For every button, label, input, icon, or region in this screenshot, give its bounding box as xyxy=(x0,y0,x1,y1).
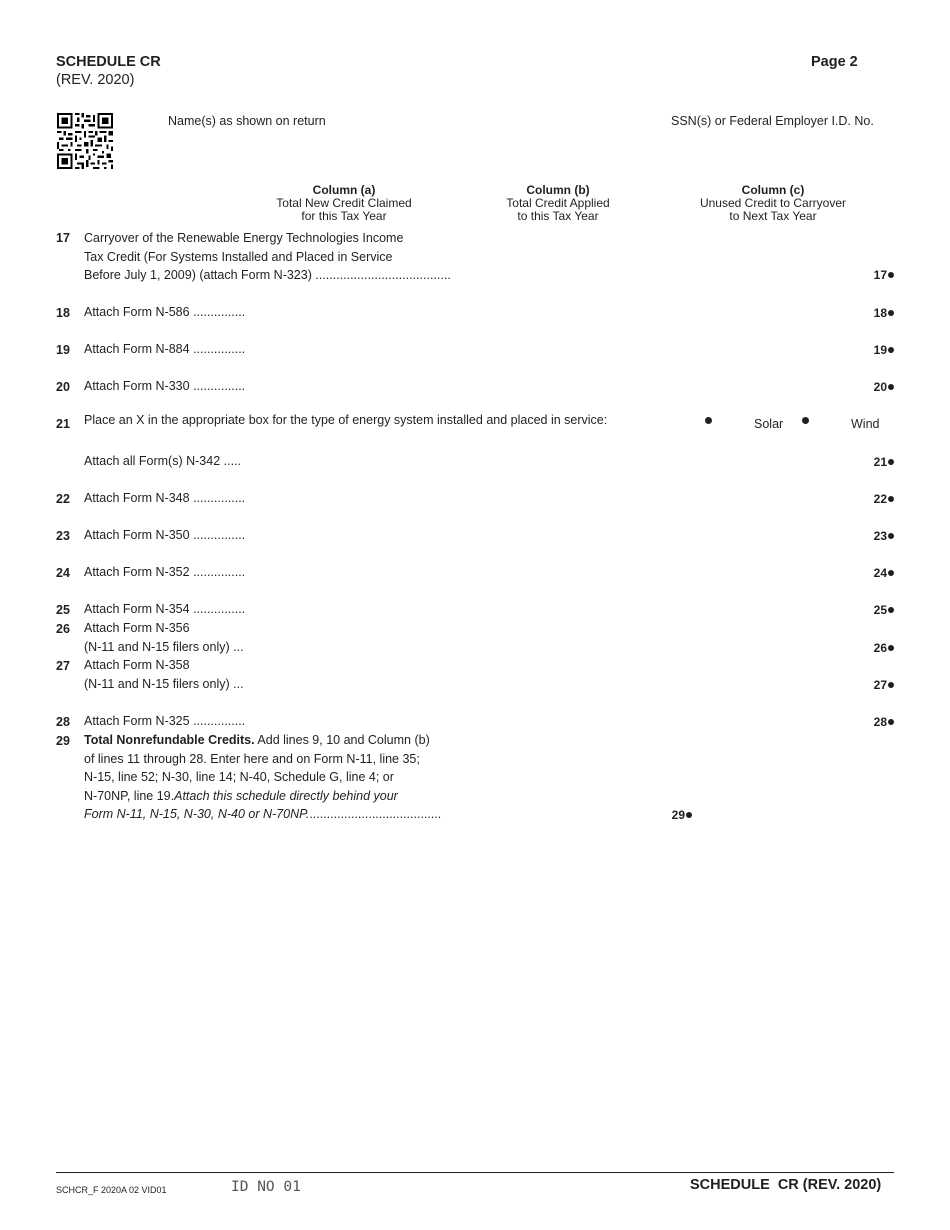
line-19-number: 19 xyxy=(56,343,70,357)
footer-id-number: ID NO 01 xyxy=(231,1179,301,1195)
line-23-text: Attach Form N-350 ............... xyxy=(84,528,246,542)
line-29-number: 29 xyxy=(56,734,70,748)
line-24-field[interactable] xyxy=(862,566,894,580)
column-b-line2: to this Tax Year xyxy=(517,209,599,223)
line-17-number: 17 xyxy=(56,231,70,245)
bullet-icon xyxy=(888,607,894,613)
line-17-text-1: Carryover of the Renewable Energy Technologies Income xyxy=(84,231,404,245)
column-c-title: Column (c) xyxy=(741,183,805,197)
line-27-ref: 27 xyxy=(873,678,887,692)
bullet-icon xyxy=(888,272,894,278)
line-27-text-2: (N-11 and N-15 filers only) ... xyxy=(84,676,244,691)
line-21-text: Place an X in the appropriate box for the type of energy system installed and placed in service: xyxy=(84,413,608,427)
qr-code-icon xyxy=(57,113,113,169)
line-27-number: 27 xyxy=(56,659,70,673)
bullet-icon xyxy=(888,310,894,316)
line-25-ref: 25 xyxy=(873,603,887,617)
column-c-line2: to Next Tax Year xyxy=(729,209,817,223)
line-25-number: 25 xyxy=(56,603,70,617)
footer-form-code: SCHCR_F 2020A 02 VID01 xyxy=(56,1185,167,1195)
column-c-line1: Unused Credit to Carryover xyxy=(699,196,847,210)
line-29-text-2: of lines 11 through 28. Enter here and on Form N-11, line 35; xyxy=(84,751,420,766)
bullet-icon xyxy=(686,812,692,818)
line-17-field[interactable] xyxy=(862,268,894,282)
line-18-text: Attach Form N-586 ............... xyxy=(84,305,246,319)
line-27-field[interactable] xyxy=(862,678,894,692)
column-a-line1: Total New Credit Claimed xyxy=(276,196,412,210)
line-26-field[interactable] xyxy=(862,641,894,655)
bullet-icon xyxy=(888,645,894,651)
line-23-ref: 23 xyxy=(873,529,887,543)
line-29-field[interactable] xyxy=(660,808,692,822)
bullet-icon xyxy=(888,533,894,539)
wind-label: Wind xyxy=(851,417,880,431)
form-title: SCHEDULE CR xyxy=(56,54,161,70)
line-22-ref: 22 xyxy=(873,492,887,506)
line-28-number: 28 xyxy=(56,715,70,729)
column-b-line1: Total Credit Applied xyxy=(506,196,610,210)
line-29-text-4b: Attach this schedule directly behind your xyxy=(174,788,398,803)
line-19-field[interactable] xyxy=(862,343,894,357)
line-18-field[interactable] xyxy=(862,306,894,320)
names-label: Name(s) as shown on return xyxy=(168,114,326,128)
wind-checkbox[interactable] xyxy=(802,417,809,424)
ssn-label: SSN(s) or Federal Employer I.D. No. xyxy=(671,114,874,128)
line-26-text-2: (N-11 and N-15 filers only) ... xyxy=(84,639,244,654)
line-17-ref: 17 xyxy=(873,268,887,282)
line-17-text-2: Tax Credit (For Systems Installed and Placed in Service xyxy=(84,249,393,264)
line-28-text: Attach Form N-325 ............... xyxy=(84,714,246,728)
line-22-field[interactable] xyxy=(862,492,894,506)
line-27-text xyxy=(84,656,244,693)
line-20-field[interactable] xyxy=(862,380,894,394)
form-revision: (REV. 2020) xyxy=(56,72,135,88)
line-26-text-1: Attach Form N-356 xyxy=(84,621,190,635)
line-19-ref: 19 xyxy=(873,343,887,357)
bullet-icon xyxy=(888,347,894,353)
line-22-text: Attach Form N-348 ............... xyxy=(84,491,246,505)
column-a-title: Column (a) xyxy=(312,183,376,197)
line-21-attach-text: Attach all Form(s) N-342 ..... xyxy=(84,454,241,468)
solar-checkbox[interactable] xyxy=(705,417,712,424)
line-23-number: 23 xyxy=(56,529,70,543)
line-23-field[interactable] xyxy=(862,529,894,543)
line-17-text-3: Before July 1, 2009) (attach Form N-323) ....................................... xyxy=(84,268,451,283)
line-24-number: 24 xyxy=(56,566,70,580)
line-18-ref: 18 xyxy=(873,306,887,320)
line-24-text: Attach Form N-352 ............... xyxy=(84,565,246,579)
page-number: Page 2 xyxy=(811,54,858,70)
line-27-text-1: Attach Form N-358 xyxy=(84,658,190,672)
line-26-number: 26 xyxy=(56,622,70,636)
solar-label: Solar xyxy=(754,417,784,431)
line-29-text-1: Add lines 9, 10 and Column (b) xyxy=(254,733,430,747)
bullet-icon xyxy=(888,459,894,465)
line-26-ref: 26 xyxy=(873,641,887,655)
line-29-ref: 29 xyxy=(671,808,685,822)
column-a-line2: for this Tax Year xyxy=(301,209,387,223)
column-a-header xyxy=(244,184,444,223)
line-20-text: Attach Form N-330 ............... xyxy=(84,379,246,393)
column-c-header xyxy=(683,184,863,223)
bullet-icon xyxy=(888,570,894,576)
line-29-text xyxy=(84,731,441,824)
line-24-ref: 24 xyxy=(873,566,887,580)
line-25-field[interactable] xyxy=(862,603,894,617)
bullet-icon xyxy=(888,384,894,390)
line-26-text xyxy=(84,619,244,656)
line-29-text-5: Form N-11, N-15, N-30, N-40 or N-70NP. xyxy=(84,807,310,822)
line-28-ref: 28 xyxy=(873,715,887,729)
line-20-number: 20 xyxy=(56,380,70,394)
bullet-icon xyxy=(888,682,894,688)
column-b-title: Column (b) xyxy=(526,183,590,197)
column-b-header xyxy=(478,184,638,223)
line-21-ref: 21 xyxy=(873,455,887,469)
line-19-text: Attach Form N-884 ............... xyxy=(84,342,246,356)
footer-title: SCHEDULE CR (REV. 2020) xyxy=(690,1177,882,1193)
line-17-text xyxy=(84,229,451,285)
footer-divider xyxy=(56,1172,894,1173)
line-25-text: Attach Form N-354 ............... xyxy=(84,602,246,616)
line-29-text-3: N-15, line 52; N-30, line 14; N-40, Schedule G, line 4; or xyxy=(84,770,394,785)
line-29-dots: ...................................... xyxy=(309,807,442,822)
line-22-number: 22 xyxy=(56,492,70,506)
line-21-field[interactable] xyxy=(862,455,894,469)
line-28-field[interactable] xyxy=(862,715,894,729)
line-29-text-4a: N-70NP, line 19. xyxy=(84,788,175,803)
line-20-ref: 20 xyxy=(873,380,887,394)
line-21-number: 21 xyxy=(56,417,70,431)
line-29-bold: Total Nonrefundable Credits. xyxy=(84,733,255,747)
line-18-number: 18 xyxy=(56,306,70,320)
bullet-icon xyxy=(888,719,894,725)
bullet-icon xyxy=(888,496,894,502)
